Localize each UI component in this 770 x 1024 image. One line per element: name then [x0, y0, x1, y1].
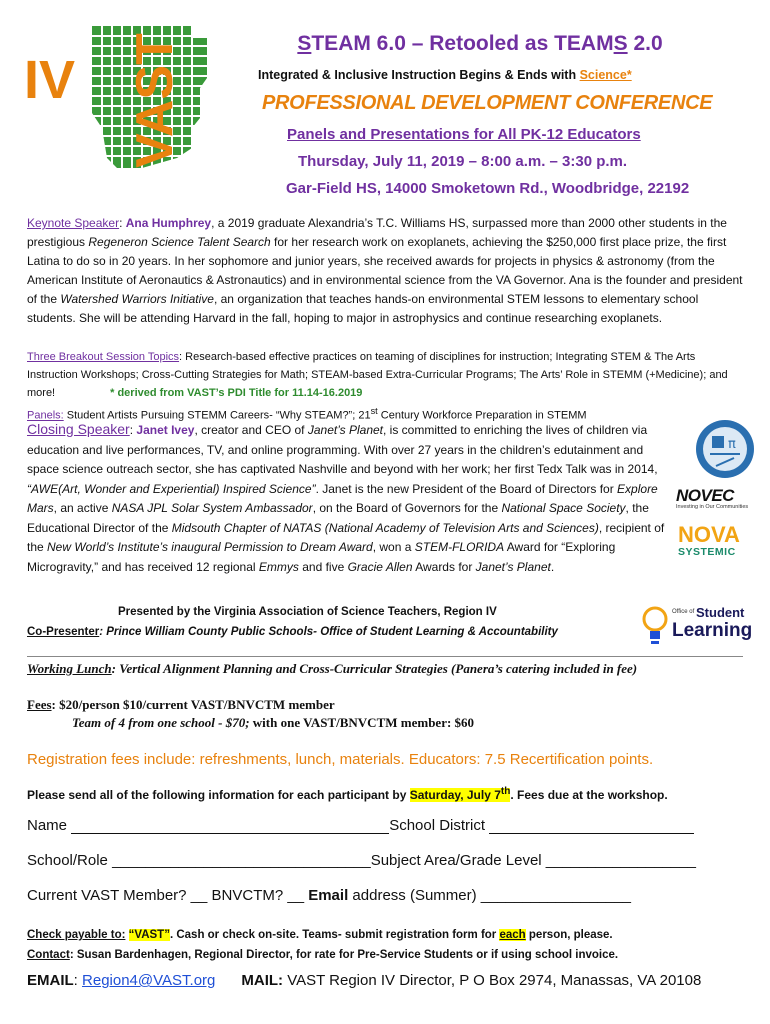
- registration-fees-note: Registration fees include: refreshments, lunch, materials. Educators: 7.5 Recertification points.: [27, 751, 654, 768]
- email-mail-line: EMAIL: Region4@VAST.org MAIL: VAST Region IV Director, P O Box 2974, Manassas, VA 20108: [27, 972, 702, 989]
- presented-by: Presented by the Virginia Association of Science Teachers, Region IV: [118, 606, 497, 618]
- co-presenter: Co-Presenter: Prince William County Public Schools- Office of Student Learning & Accountability: [27, 626, 558, 638]
- event-venue: Gar-Field HS, 14000 Smoketown Rd., Woodbridge, 22192: [286, 180, 690, 197]
- closing-paragraph: Closing Speaker: Janet Ivey, creator and CEO of Janet’s Planet, is committed to enriching the lives of children via education and live performances, TV, and online programming. With over 27 years in the children’s edutainment and space science outreach sector, she has captivated Nashville and beyond with her work; her first Tedx Talk was in 2014, “AWE(Art, Wonder and Experiential) Inspired Science”. Janet is the new President of the Board of Directors for Explore Mars, an active NASA JPL Solar System Ambassador, on the Board of Governors for the National Space Society, the Educational Director of the Midsouth Chapter of NATAS (National Academy of Television Arts and Sciences), recipient of the New World’s Institute’s inaugural Permission to Dream Award, won a STEM-FLORIDA Award for “Exploring Microgravity,” and has received 12 regional Emmys and five Gracie Allen Awards for Janet’s Planet.: [27, 421, 665, 574]
- contact-line: Contact: Susan Bardenhagen, Regional Director, for rate for Pre-Service Students or if using school invoice.: [27, 949, 619, 961]
- check-payable: Check payable to: “VAST”. Cash or check on-site. Teams- submit registration form for each person, please.: [27, 929, 613, 941]
- conference-title: STEAM 6.0 – Retooled as TEAMS 2.0: [297, 32, 663, 55]
- svg-text:IV: IV: [24, 50, 76, 110]
- divider: [27, 656, 743, 657]
- email-field[interactable]: ________________: [497, 887, 631, 904]
- form-row-role: School/Role _______________________________Subject Area/Grade Level __________________: [27, 852, 696, 869]
- office-student-learning-logo: Office of Student Learning: [640, 603, 752, 653]
- fees-line-1: Fees: $20/person $10/current VAST/BNVCTM member: [27, 697, 335, 712]
- breakout-paragraph: Three Breakout Session Topics: Research-based effective practices on teaming of disciplines for instruction; Integrating STEM & The Arts Instruction Workshops; Cross-Cutting Strategies for Math; STEAM-based Extra-Curricular Programs; The Arts’ Role in STEMM (+Medicine); and more! * derived from VAST’s PDI Title for 11.14-16.2019: [27, 351, 728, 399]
- working-lunch: Working Lunch: Vertical Alignment Planning and Cross-Curricular Strategies (Panera’s catering included in fee): [27, 661, 638, 676]
- lightbulb-icon: [640, 603, 670, 651]
- nova-systemic-logo: NOVA SYSTEMIC: [678, 522, 740, 558]
- send-info-instruction: Please send all of the following information for each participant by Saturday, July 7th. Fees due at the workshop.: [27, 786, 668, 802]
- panels-line: Panels: Student Artists Pursuing STEMM Careers- “Why STEAM?”; 21st Century Workforce Preparation in STEMM: [27, 406, 587, 422]
- name-field[interactable]: [71, 819, 389, 834]
- panels-heading: Panels and Presentations for All PK-12 Educators: [287, 126, 641, 143]
- conference-heading: PROFESSIONAL DEVELOPMENT CONFERENCE: [262, 92, 713, 114]
- email-link[interactable]: Region4@VAST.org: [82, 972, 216, 989]
- subject-area-field[interactable]: __________________: [545, 852, 696, 869]
- event-date: Thursday, July 11, 2019 – 8:00 a.m. – 3:30 p.m.: [298, 153, 628, 170]
- svg-text:π: π: [728, 437, 736, 452]
- fees-line-2: Team of 4 from one school - $70; with one VAST/BNVCTM member: $60: [72, 715, 475, 730]
- novec-logo: NOVEC Investing in Our Communities: [676, 486, 749, 510]
- subtitle: Integrated & Inclusive Instruction Begins & Ends with Science*: [258, 68, 632, 82]
- school-role-field[interactable]: _______________________________: [112, 852, 371, 869]
- keynote-paragraph: Keynote Speaker: Ana Humphrey, a 2019 graduate Alexandria’s T.C. Williams HS, surpassed more than 2000 other students in the prestigious Regeneron Science Talent Search for her research work on exoplanets, achieving the $250,000 first place prize, the first Latina to do so in 20 years. In her sophomore and junior years, she received awards for projects in physics & astronomy (from the American Institute of Aeronautics & Astronautics) and in environmental science from the VA Governor. Ana is the founder and president of the Watershed Warriors Initiative, an organization that teaches hands-on environmental STEM lessons to elementary school students. She will be attending Harvard in the fall, hoping to major in astrophysics and continue researching exoplanets.: [27, 216, 743, 325]
- math-council-logo: [694, 418, 756, 480]
- school-district-field[interactable]: [489, 819, 694, 834]
- svg-text:VAST: VAST: [126, 33, 184, 168]
- form-row-membership: Current VAST Member? __ BNVCTM? __ Email address (Summer) __________________: [27, 887, 631, 904]
- form-row-name: Name School District: [27, 817, 694, 834]
